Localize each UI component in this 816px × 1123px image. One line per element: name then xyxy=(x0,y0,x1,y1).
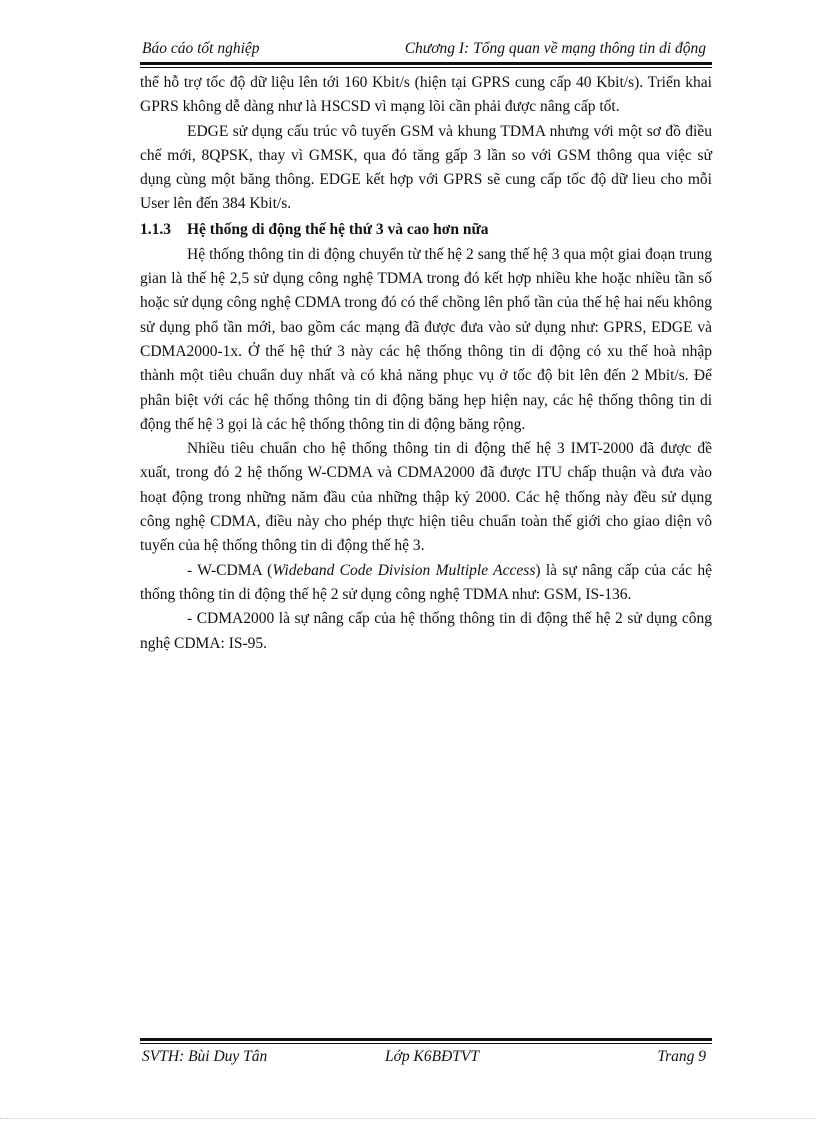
header-rule-thick xyxy=(140,62,712,65)
page-boundary xyxy=(0,1118,816,1119)
footer-student: SVTH: Bùi Duy Tân xyxy=(142,1048,268,1065)
paragraph-imt2000: Nhiều tiêu chuẩn cho hệ thống thông tin di động thế hệ 3 IMT-2000 đã được đề xuất, trong đó 2 hệ thống W-CDMA và CDMA2000 đã được ITU chấp thuận và đưa vào hoạt động trong những năm đầu của những thập kỷ 2000. Các hệ thống này đều sử dụng công nghệ CDMA, điều này cho phép thực hiện tiêu chuẩn toàn thế giới cho giao diện vô tuyến của hệ thống thông tin di động thế hệ 3. xyxy=(140,440,712,555)
page-header xyxy=(140,38,706,60)
footer-page-number: Trang 9 xyxy=(657,1048,706,1065)
page-footer xyxy=(140,1046,706,1068)
paragraph-gprs-continued: thể hỗ trợ tốc độ dữ liệu lên tới 160 Kbit/s (hiện tại GPRS cung cấp 40 Kbit/s). Triển khai GPRS không dễ dàng như là HSCSD vì mạng lõi cần phải được nâng cấp tốt. xyxy=(140,74,712,116)
wcdma-prefix: - W-CDMA ( xyxy=(187,561,273,579)
wcdma-expansion: Wideband Code Division Multiple Access xyxy=(272,561,536,579)
paragraph-edge: EDGE sử dụng cấu trúc vô tuyến GSM và khung TDMA nhưng với một sơ đồ điều chế mới, 8QPSK, thay vì GMSK, qua đó tăng gấp 3 lần so với GSM thông qua việc sử dụng cùng một băng thông. EDGE kết hợp với GPRS sẽ cung cấp tốc độ dữ lieu cho mỗi User lên đến 384 Kbit/s. xyxy=(140,122,712,213)
header-chapter-title: Chương I: Tổng quan về mạng thông tin di động xyxy=(404,40,706,57)
paragraph-3g-transition: Hệ thống thông tin di động chuyển từ thế hệ 2 sang thế hệ 3 qua một giai đoạn trung gian là thế hệ 2,5 sử dụng công nghệ TDMA trong đó kết hợp nhiều khe hoặc nhiều tần số hoặc sử dụng công nghệ CDMA trong đó có thể chồng lên phổ tần của thế hệ hai nếu không sử dụng phổ tần mới, bao gồm các mạng đã được đưa vào sử dụng như: GPRS, EDGE và CDMA2000-1x. Ở thế hệ thứ 3 này các hệ thống thông tin di động có xu thế hoà nhập thành một tiêu chuẩn duy nhất và có khả năng phục vụ ở tốc độ bit lên đến 2 Mbit/s. Để phân biệt với các hệ thống thông tin di động băng hẹp hiện nay, các hệ thống thông tin di động thế hệ 3 gọi là các hệ thống thông tin di động băng rộng. xyxy=(140,245,712,433)
footer-class: Lớp K6BĐTVT xyxy=(385,1048,479,1065)
footer-rule-thin xyxy=(140,1043,712,1044)
header-report-title: Báo cáo tốt nghiệp xyxy=(142,40,260,57)
list-item-cdma2000: - CDMA2000 là sự nâng cấp của hệ thống thông tin di động thế hệ 2 sử dụng công nghệ CDMA: IS-95. xyxy=(140,610,712,652)
wcdma-suffix: ) là sự nâng cấp của các hệ thống thông tin di động thế hệ 2 sử dụng công nghệ TDMA như: GSM, IS-136. xyxy=(140,561,712,603)
section-title: Hệ thống di động thế hệ thứ 3 và cao hơn nữa xyxy=(187,220,489,238)
footer-rule-thick xyxy=(140,1038,712,1041)
section-number: 1.1.3 xyxy=(140,220,171,238)
section-heading xyxy=(140,217,712,243)
header-rule-thin xyxy=(140,67,712,68)
page-body xyxy=(140,71,712,656)
list-item-wcdma xyxy=(140,559,712,608)
